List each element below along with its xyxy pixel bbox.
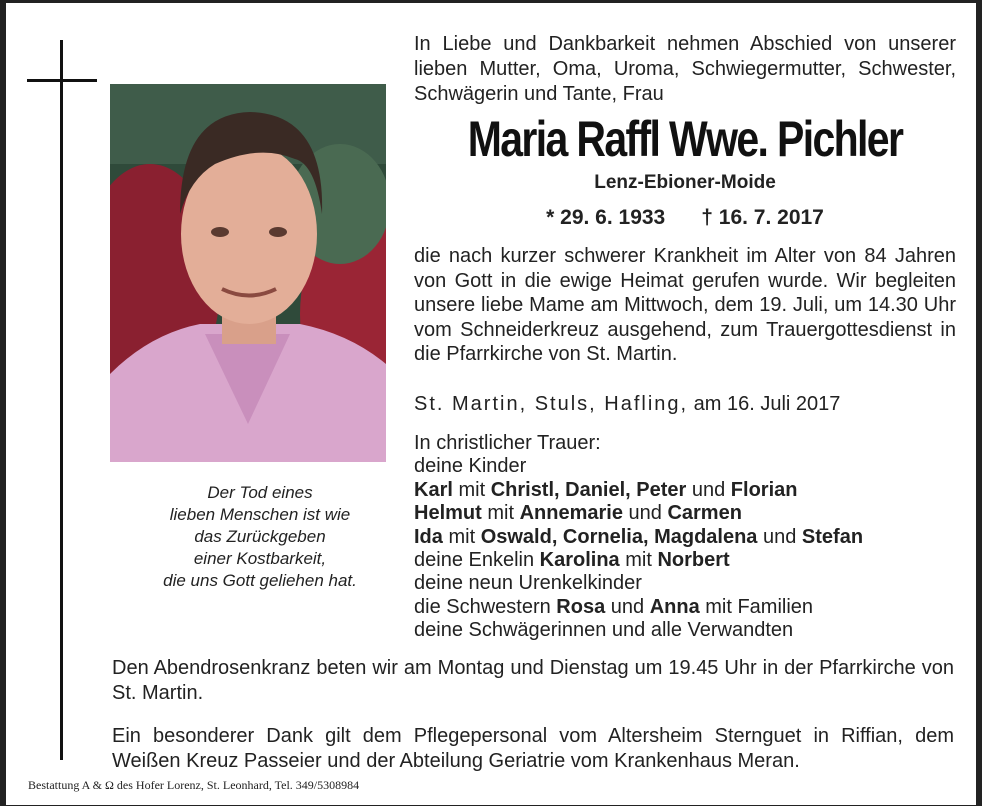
quote-line: die uns Gott geliehen hat. <box>163 571 357 590</box>
cross-icon <box>60 40 63 760</box>
place-date: am 16. Juli 2017 <box>693 393 841 415</box>
intro-text: In Liebe und Dankbarkeit nehmen Abschied von unserer lieben Mutter, Oma, Uroma, Schwiegermutter, Schwester, Schwägerin und Tante, Frau <box>414 33 956 105</box>
mourners-line: Helmut mit Annemarie und Carmen <box>414 502 742 525</box>
mourners-list <box>414 432 974 643</box>
mourners-heading: In christlicher Trauer: <box>414 432 601 454</box>
mourners-line: deine Schwägerinnen und alle Verwandten <box>414 619 794 642</box>
death-date: † 16. 7. 2017 <box>701 206 824 229</box>
deceased-name: Maria Raffl Wwe. Pichler <box>467 111 903 167</box>
place-locations: St. Martin, Stuls, Hafling, <box>414 393 689 415</box>
quote-line: lieben Menschen ist wie <box>169 505 351 524</box>
life-dates <box>414 206 956 230</box>
portrait-photo <box>110 84 386 462</box>
memorial-quote <box>110 482 410 592</box>
obituary-body: die nach kurzer schwerer Krankheit im Alter von 84 Jahren von Gott in die ewige Heimat gerufen wurde. Wir begleiten unsere liebe Mame am Mittwoch, dem 19. Juli, um 14.30 Uhr vom Schneiderkreuz ausgehend, zum Trauergottesdienst in die Pfarrkirche von St. Martin. <box>414 245 956 365</box>
funeral-home-footer: Bestattung A & Ω des Hofer Lorenz, St. Leonhard, Tel. 349/5308984 <box>28 778 360 792</box>
mourners-line: deine Enkelin Karolina mit Norbert <box>414 549 730 572</box>
thanks-notice: Ein besonderer Dank gilt dem Pflegepersonal vom Altersheim Sternguet in Riffian, dem Weißen Kreuz Passeier und der Abteilung Geriatrie vom Krankenhaus Meran. <box>112 725 954 772</box>
mourners-line: Ida mit Oswald, Cornelia, Magdalena und Stefan <box>414 525 864 548</box>
mourners-line: die Schwestern Rosa und Anna mit Familien <box>414 595 814 618</box>
mourners-line: deine neun Urenkelkinder <box>414 572 642 595</box>
mourners-line: deine Kinder <box>414 455 527 478</box>
house-name: Lenz-Ebioner-Moide <box>594 172 776 193</box>
place-date-line <box>414 392 956 416</box>
quote-line: Der Tod eines <box>207 483 313 502</box>
quote-line: einer Kostbarkeit, <box>193 549 327 568</box>
mourners-line: Karl mit Christl, Daniel, Peter und Florian <box>414 478 798 501</box>
cross-icon-bar <box>27 79 97 82</box>
rosary-notice: Den Abendrosenkranz beten wir am Montag und Dienstag um 19.45 Uhr in der Pfarrkirche von St. Martin. <box>112 657 954 704</box>
birth-date: * 29. 6. 1933 <box>546 206 666 229</box>
portrait-illustration <box>110 84 386 462</box>
quote-line: das Zurückgeben <box>194 527 326 546</box>
